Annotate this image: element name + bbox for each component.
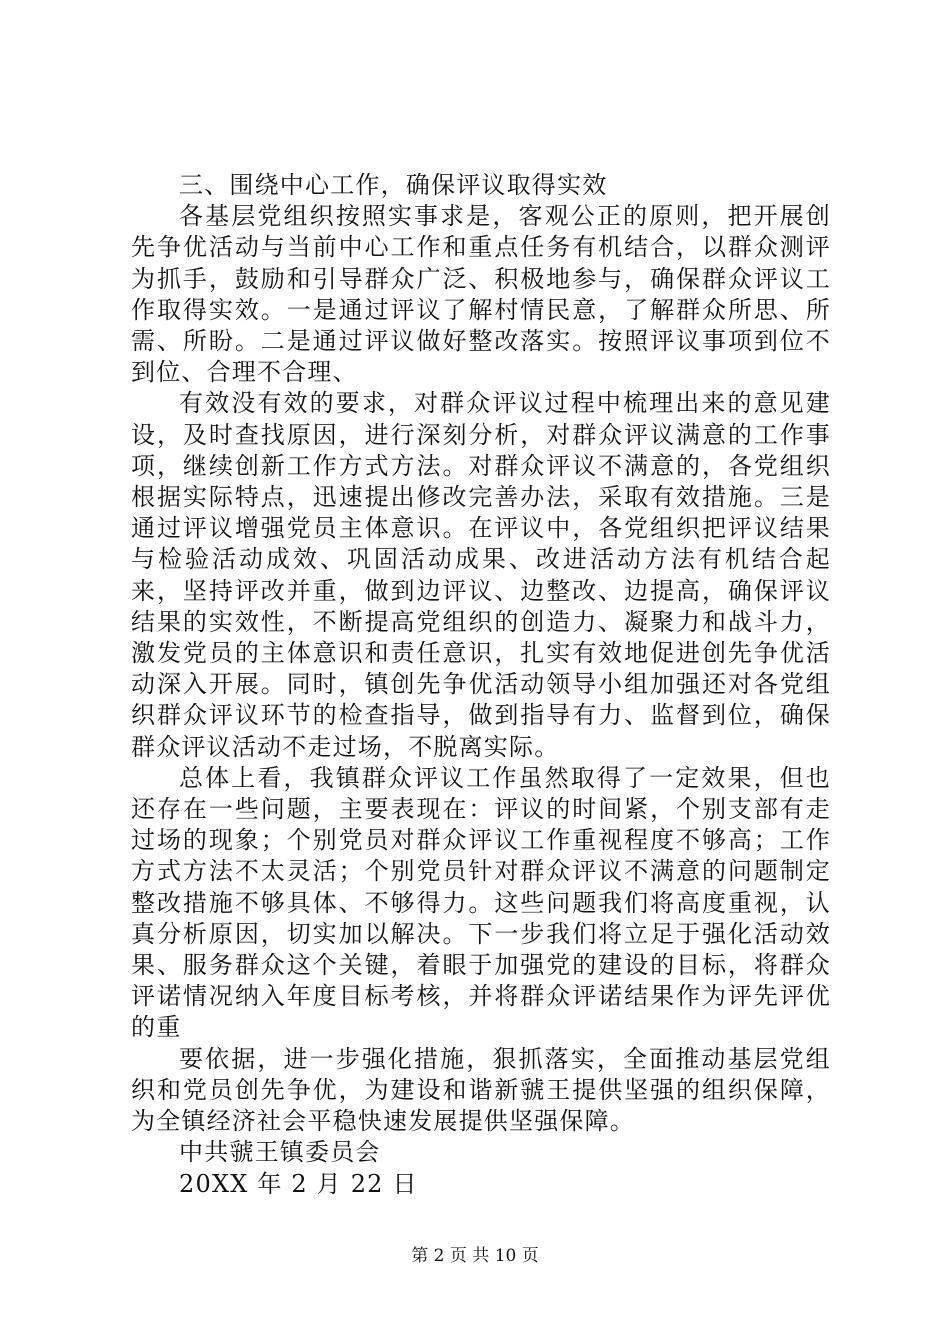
document-body [131, 170, 831, 1200]
body-paragraph: 各基层党组织按照实事求是，客观公正的原则，把开展创先争优活动与当前中心工作和重点任务有机结合，以群众测评为抓手，鼓励和引导群众广泛、积极地参与，确保群众评议工作取得实效。一是通过评议了解村情民意，了解群众所思、所需、所盼。二是通过评议做好整改落实。按照评议事项到位不到位、合理不合理、 [131, 202, 831, 387]
body-paragraph: 要依据，进一步强化措施，狠抓落实，全面推动基层党组织和党员创先争优，为建设和谐新虢王提供坚强的组织保障，为全镇经济社会平稳快速发展提供坚强保障。 [131, 1044, 831, 1136]
signature-organization: 中共虢王镇委员会 [179, 1138, 381, 1167]
signature-date: 20XX 年 2 月 22 日 [179, 1169, 418, 1198]
page-number-footer: 第 2 页 共 10 页 [411, 1246, 539, 1266]
section-heading: 三、围绕中心工作，确保评议取得实效 [179, 171, 608, 199]
body-paragraph: 有效没有效的要求，对群众评议过程中梳理出来的意见建设，及时查找原因，进行深刻分析，对群众评议满意的工作事项，继续创新工作方式方法。对群众评议不满意的，各党组织根据实际特点，迅速提出修改完善办法，采取有效措施。三是通过评议增强党员主体意识。在评议中，各党组织把评议结果与检验活动成效、巩固活动成果、改进活动方法有机结合起来，坚持评改并重，做到边评议、边整改、边提高，确保评议结果的实效性，不断提高党组织的创造力、凝聚力和战斗力，激发党员的主体意识和责任意识，扎实有效地促进创先争优活动深入开展。同时，镇创先争优活动领导小组加强还对各党组织群众评议环节的检查指导，做到指导有力、监督到位，确保群众评议活动不走过场，不脱离实际。 [131, 389, 831, 761]
body-paragraph: 总体上看，我镇群众评议工作虽然取得了一定效果，但也还存在一些问题，主要表现在：评议的时间紧，个别支部有走过场的现象；个别党员对群众评议工作重视程度不够高；工作方式方法不太灵活；个别党员针对群众评议不满意的问题制定整改措施不够具体、不够得力。这些问题我们将高度重视，认真分析原因，切实加以解决。下一步我们将立足于强化活动效果、服务群众这个关键，着眼于加强党的建设的目标，将群众评诺情况纳入年度目标考核，并将群众评诺结果作为评先评优的重 [131, 763, 831, 1042]
